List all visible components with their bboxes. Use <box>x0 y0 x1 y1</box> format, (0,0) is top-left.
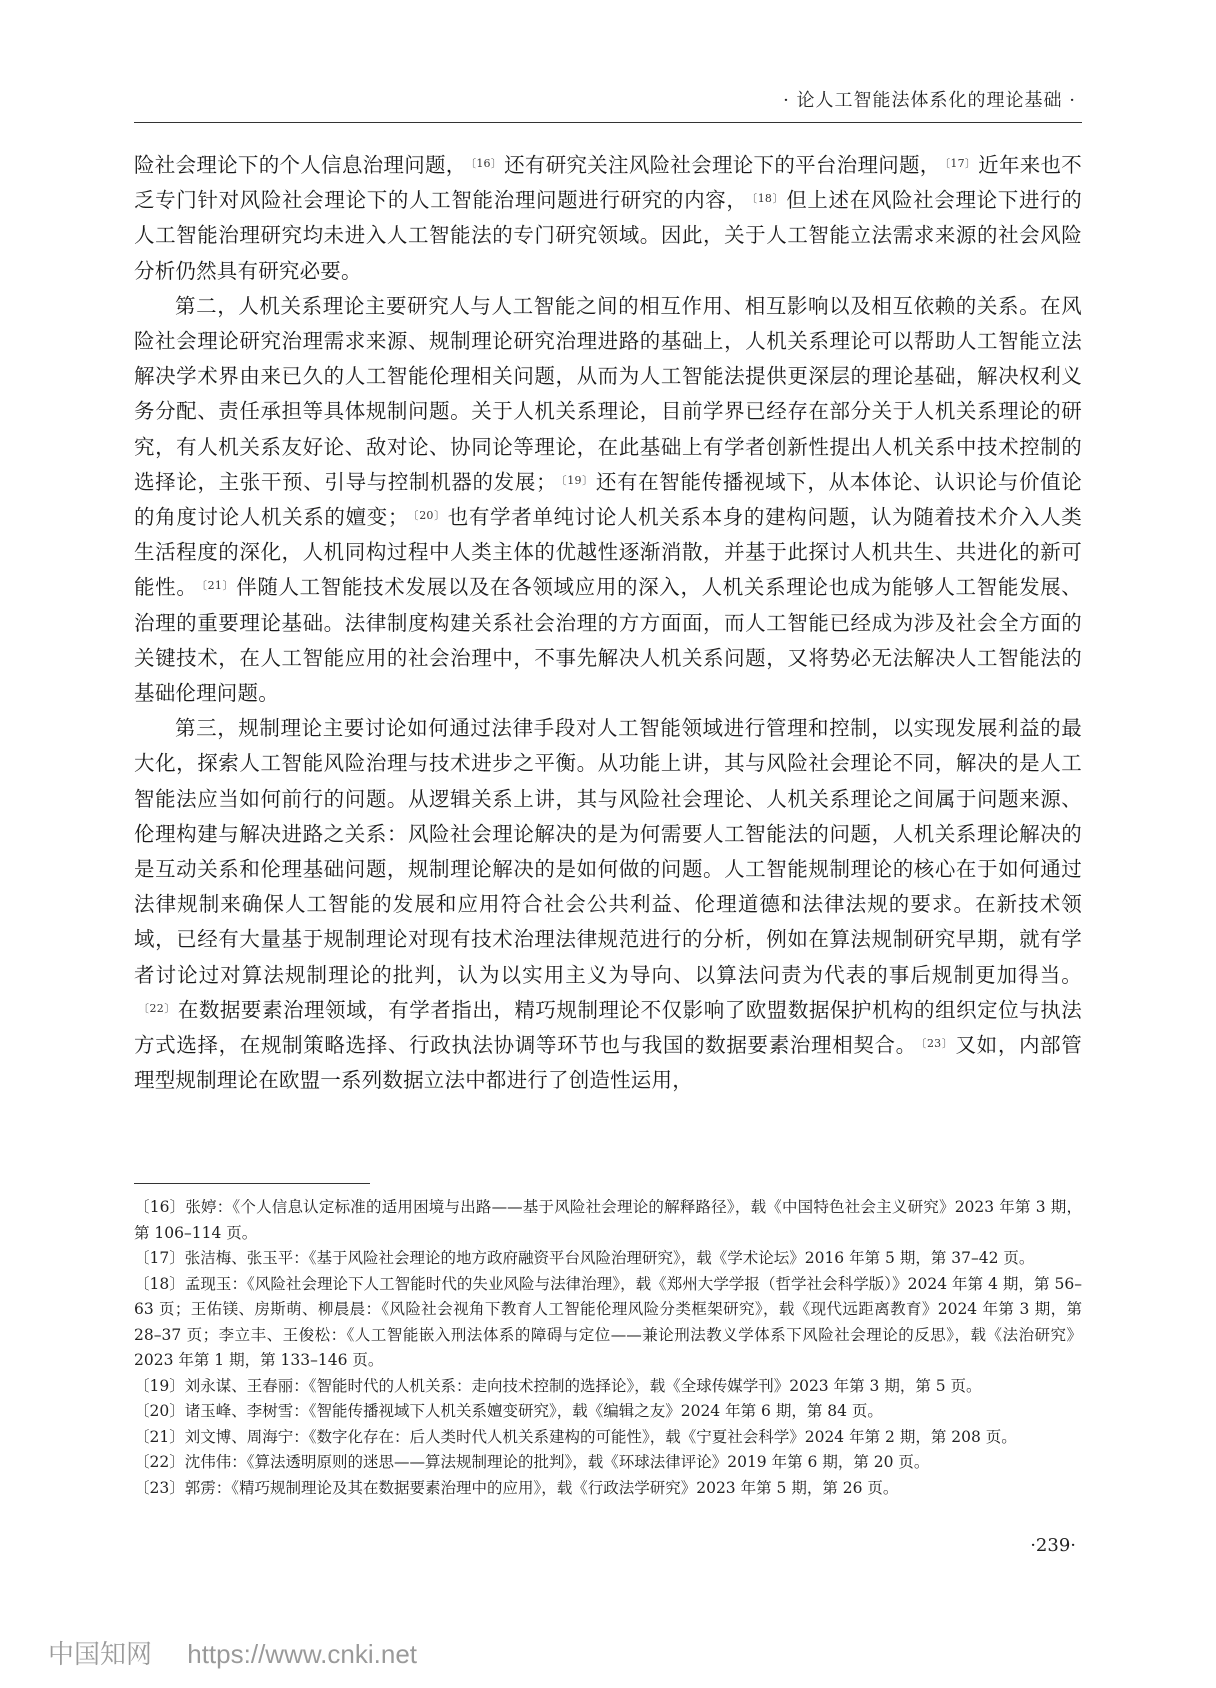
footnote-20: 〔20〕诸玉峰、李树雪：《智能传播视域下人机关系嬗变研究》，载《编辑之友》2024 年第 6 期，第 84 页。 <box>134 1402 883 1420</box>
footnote-19: 〔19〕刘永谋、王春丽：《智能时代的人机关系：走向技术控制的选择论》，载《全球传媒学刊》2023 年第 3 期，第 5 页。 <box>134 1376 982 1395</box>
paragraph-1 <box>134 148 1082 289</box>
footnote-ref[interactable]: 〔23〕 <box>920 1037 954 1051</box>
footnote-ref[interactable]: 〔21〕 <box>201 579 235 593</box>
text-run: 第二，人机关系理论主要研究人与人工智能之间的相互作用、相互影响以及相互依赖的关系。在风险社会理论研究治理需求来源、规制理论研究治理进路的基础上，人机关系理论可以帮助人工智能立法解决学术界由来已久的人工智能伦理相关问题，从而为人工智能法提供更深层的理论基础，解决权利义务分配、责任承担等具体规制问题。关于人机关系理论，目前学界已经存在部分关于人机关系理论的研究，有人机关系友好论、敌对论、协同论等理论，在此基础上有学者创新性提出人机关系中技术控制的选择论，主张干预、引导与控制机器的发展； <box>134 293 1082 494</box>
text-run: 也有学者单纯讨论人机关系本身的建构问题，认为随着技术介入人类生活程度的深化，人机同构过程中人类主体的优越性逐渐消散，并基于此探讨人机共生、共进化的新可能性。 <box>134 505 1082 600</box>
footnote-21: 〔21〕刘文博、周海宁：《数字化存在：后人类时代人机关系建构的可能性》，载《宁夏社会科学》2024 年第 2 期，第 208 页。 <box>134 1427 1017 1446</box>
footnote-ref[interactable]: 〔18〕 <box>751 192 785 206</box>
footnote-17: 〔17〕张洁梅、张玉平：《基于风险社会理论的地方政府融资平台风险治理研究》，载《学术论坛》2016 年第 5 期，第 37–42 页。 <box>134 1249 1035 1267</box>
running-header: · 论人工智能法体系化的理论基础 · <box>783 90 1076 111</box>
footnote-18: 〔18〕孟现玉：《风险社会理论下人工智能时代的失业风险与法律治理》，载《郑州大学学报（哲学社会科学版）》2024 年第 4 期，第 56–63 页；王佑镁、房斯萌、柳晨晨：《风险社会视角下教育人工智能伦理风险分类框架研究》，载《现代远距离教育》2024 年第 3 期，第 28–37 页；李立丰、王俊松：《人工智能嵌入刑法体系的障碍与定位——兼论刑法教义学体系下风险社会理论的反思》，载《法治研究》2023 年第 1 期，第 133–146 页。 <box>134 1274 1082 1369</box>
text-run: 近年来也不乏专门针对风险社会理论下的人工智能治理问题进行研究的内容， <box>134 153 1083 213</box>
footnote-23: 〔23〕郭雳：《精巧规制理论及其在数据要素治理中的应用》，载《行政法学研究》2023 年第 5 期，第 26 页。 <box>134 1478 899 1497</box>
paragraph-2 <box>134 289 1082 711</box>
watermark <box>48 1634 417 1671</box>
footnote-22: 〔22〕沈伟伟：《算法透明原则的迷思——算法规制理论的批判》，载《环球法律评论》2019 年第 6 期，第 20 页。 <box>134 1453 930 1471</box>
paragraph-3 <box>134 711 1082 1098</box>
footnote-ref[interactable]: 〔16〕 <box>470 157 503 170</box>
watermark-brand: 中国知网 <box>48 1639 153 1669</box>
page-number: ·239· <box>1030 1535 1076 1556</box>
text-run: 伴随人工智能技术发展以及在各领域应用的深入，人机关系理论也成为能够人工智能发展、治理的重要理论基础。法律制度构建关系社会治理的方方面面，而人工智能已经成为涉及社会全方面的关键技术，在人工智能应用的社会治理中，不事先解决人机关系问题，又将势必无法解决人工智能法的基础伦理问题。 <box>134 575 1082 706</box>
footnote-ref[interactable]: 〔19〕 <box>560 473 594 487</box>
footnotes <box>134 1195 1082 1501</box>
footnote-16: 〔16〕张婷：《个人信息认定标准的适用困境与出路——基于风险社会理论的解释路径》，载《中国特色社会主义研究》2023 年第 3 期，第 106–114 页。 <box>134 1198 1082 1242</box>
footnote-divider <box>134 1183 370 1184</box>
footnote-ref[interactable]: 〔20〕 <box>412 509 446 523</box>
footnote-ref[interactable]: 〔22〕 <box>138 1001 176 1015</box>
text-run: 险社会理论下的个人信息治理问题， <box>134 153 467 177</box>
text-run: 在数据要素治理领域，有学者指出，精巧规制理论不仅影响了欧盟数据保护机构的组织定位与执法方式选择，在规制策略选择、行政执法协调等环节也与我国的数据要素治理相契合。 <box>134 997 1082 1058</box>
header-rule <box>134 122 1082 123</box>
text-run: 又如，内部管理型规制理论在欧盟一系列数据立法中都进行了创造性运用， <box>134 1033 1082 1093</box>
body-text <box>134 148 1082 1098</box>
watermark-url: https://www.cnki.net <box>187 1639 418 1669</box>
text-run: 还有在智能传播视域下，从本体论、认识论与价值论的角度讨论人机关系的嬗变； <box>134 469 1082 530</box>
text-run: 还有研究关注风险社会理论下的平台治理问题， <box>504 153 941 177</box>
footnote-ref[interactable]: 〔17〕 <box>944 157 977 170</box>
text-run: 但上述在风险社会理论下进行的人工智能治理研究均未进入人工智能法的专门研究领域。因此，关于人工智能立法需求来源的社会风险分析仍然具有研究必要。 <box>134 188 1082 283</box>
text-run: 第三，规制理论主要讨论如何通过法律手段对人工智能领域进行管理和控制，以实现发展利益的最大化，探索人工智能风险治理与技术进步之平衡。从功能上讲，其与风险社会理论不同，解决的是人工智能法应当如何前行的问题。从逻辑关系上讲，其与风险社会理论、人机关系理论之间属于问题来源、伦理构建与解决进路之关系：风险社会理论解决的是为何需要人工智能法的问题，人机关系理论解决的是互动关系和伦理基础问题，规制理论解决的是如何做的问题。人工智能规制理论的核心在于如何通过法律规制来确保人工智能的发展和应用符合社会公共利益、伦理道德和法律法规的要求。在新技术领域，已经有大量基于规制理论对现有技术治理法律规范进行的分析，例如在算法规制研究早期，就有学者讨论过对算法规制理论的批判，认为以实用主义为导向、以算法问责为代表的事后规制更加得当。 <box>134 716 1082 987</box>
